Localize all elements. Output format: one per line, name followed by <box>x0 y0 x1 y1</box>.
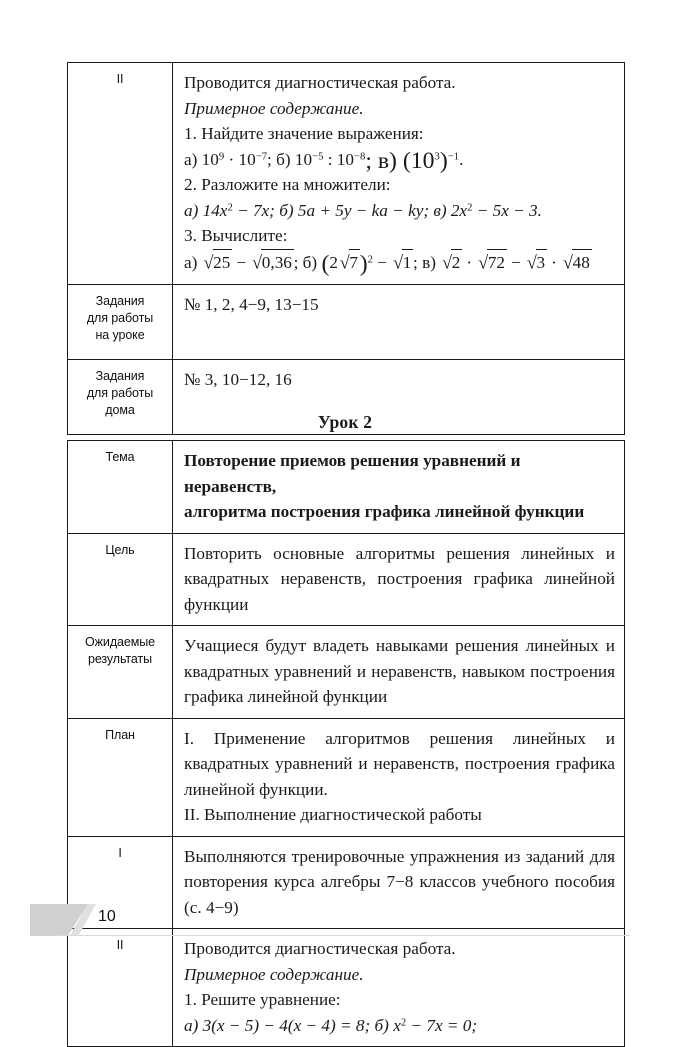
plan-content-cell <box>173 718 625 836</box>
page-title: Урок 2 <box>317 412 373 432</box>
math-token: ( <box>321 250 330 277</box>
content-line-italic: Примерное содержание. <box>184 98 364 118</box>
content-line: 2. Разложите на множители: <box>184 175 391 194</box>
outcomes-content-cell: Учащиеся будут владеть навыками решения линейных и квадратных уравнений и неравенств, навыком построения графика линейной функции <box>173 626 625 719</box>
sqrt-icon <box>561 249 591 276</box>
stage-content-cell <box>173 63 625 285</box>
math-token: ; в) (10 <box>365 147 435 174</box>
math-token: − 7x = 0; <box>406 1015 478 1035</box>
radical-symbol: √ <box>526 252 537 273</box>
radicand: 0,36 <box>261 249 293 276</box>
math-line-equation <box>184 1013 615 1039</box>
math-exponent: −1 <box>447 150 460 162</box>
content-line: № 1, 2, 4−9, 13−15 <box>184 294 319 314</box>
math-token: б) 5a + 5y − ka − ky; <box>279 200 434 220</box>
math-line-factor <box>184 198 615 224</box>
page-footer <box>30 904 630 938</box>
content-line: 1. Найдите значение выражения: <box>184 124 424 143</box>
stage-2-label-cell <box>68 929 173 1047</box>
content-line: II. Выполнение диагностической работы <box>184 805 482 824</box>
radical-symbol: √ <box>339 252 350 273</box>
content-line: № 3, 10−12, 16 <box>184 369 292 389</box>
table-row <box>68 929 625 1047</box>
math-token: а) 10 <box>184 149 219 169</box>
math-token: ; б) 10 <box>267 149 313 169</box>
goal-label: Цель <box>105 542 135 557</box>
table-row <box>68 718 625 836</box>
math-exponent: 9 <box>218 150 225 162</box>
radicand: 48 <box>572 249 591 276</box>
math-token: x <box>393 1015 401 1035</box>
lesson-1-table <box>67 62 625 435</box>
math-token: в) 2x <box>433 200 468 220</box>
math-token: − 7x; <box>232 200 280 220</box>
label-line: результаты <box>88 652 152 666</box>
page-number: 10 <box>98 908 116 925</box>
radical-symbol: √ <box>562 252 573 273</box>
math-token: а) 14x <box>184 200 228 220</box>
table-row <box>68 441 625 534</box>
content-line: алгоритма построения графика линейной функции <box>184 502 585 521</box>
math-exponent: 2 <box>227 201 233 213</box>
radical-symbol: √ <box>441 252 453 273</box>
radical-symbol: √ <box>478 252 489 273</box>
table-row <box>68 63 625 285</box>
radicand: 2 <box>451 249 462 276</box>
classwork-content-cell <box>173 284 625 359</box>
content-line: Проводится диагностическая работа. <box>184 939 456 958</box>
math-exponent: 2 <box>367 253 373 265</box>
math-token: − <box>372 252 392 272</box>
radicand: 1 <box>402 249 413 276</box>
table-row <box>68 533 625 626</box>
content-line: Повторение приемов решения уравнений и неравенств, <box>184 451 521 496</box>
stage-2-content-cell <box>173 929 625 1047</box>
math-token: − 5x − 3. <box>472 200 542 220</box>
math-token: . <box>459 149 464 169</box>
math-token: ) <box>439 147 448 174</box>
sqrt-icon <box>525 249 547 276</box>
stage-label-cell <box>68 63 173 285</box>
math-exponent: −8 <box>353 150 366 162</box>
radicand: 72 <box>487 249 506 276</box>
classwork-label-cell <box>68 284 173 359</box>
label-line: на уроке <box>95 327 145 342</box>
goal-label-cell <box>68 533 173 626</box>
outcomes-label-cell <box>68 626 173 719</box>
radical-symbol: √ <box>252 252 263 273</box>
label-line: для работы <box>86 310 154 325</box>
table-row <box>68 626 625 719</box>
stage-1-label: I <box>118 845 122 860</box>
math-token: 2 <box>329 252 338 272</box>
radicand: 25 <box>213 249 232 276</box>
radicand: 7 <box>349 249 360 276</box>
label-line: Задания <box>95 293 145 308</box>
math-token: − <box>506 252 526 272</box>
lesson-2-table <box>67 440 625 1047</box>
math-token: · <box>462 252 477 272</box>
stage-2-label: II <box>116 938 124 952</box>
sqrt-icon <box>391 249 413 276</box>
content-line: Проводится диагностическая работа. <box>184 73 456 92</box>
content-line: I. Применение алгоритмов решения линейных и квадратных уравнений и неравенств, построения графика линейной функции. <box>184 728 615 799</box>
topic-label: Тема <box>105 450 135 464</box>
goal-content-cell: Повторить основные алгоритмы решения линейных и квадратных неравенств, построения графика линейной функции <box>173 533 625 626</box>
math-token: · 10 <box>224 149 256 169</box>
math-token: : 10 <box>323 149 354 169</box>
math-exponent: 2 <box>400 1016 407 1028</box>
stage-label: II <box>116 72 124 86</box>
label-line: Задания <box>95 368 145 383</box>
radical-symbol: √ <box>203 252 214 273</box>
math-token: − <box>232 252 251 272</box>
label-line: для работы <box>86 385 154 400</box>
math-line-powers <box>184 147 615 173</box>
footer-rule <box>57 935 630 936</box>
math-line-roots <box>184 249 615 276</box>
math-token: ; в) <box>413 252 441 272</box>
math-token: а) <box>184 252 202 272</box>
table-row <box>68 284 625 359</box>
math-exponent: −5 <box>312 150 324 162</box>
math-token: ; б) <box>293 252 322 272</box>
sqrt-icon <box>440 249 462 276</box>
sqrt-icon <box>202 249 232 276</box>
label-line: дома <box>105 402 135 417</box>
topic-label-cell <box>68 441 173 534</box>
math-exponent: 2 <box>467 201 473 213</box>
sqrt-icon <box>476 249 506 276</box>
content-line-italic: Примерное содержание. <box>184 964 364 984</box>
sqrt-icon <box>338 249 360 276</box>
radical-symbol: √ <box>392 252 404 273</box>
math-token: · <box>546 252 562 272</box>
plan-label-cell <box>68 718 173 836</box>
math-exponent: −7 <box>255 150 268 162</box>
content-line: 3. Вычислите: <box>184 226 288 245</box>
stage-1-content-cell: Выполняются тренировочные упражнения из заданий для повторения курса алгебры 7−8 классов учебного пособия (с. 4−9) <box>173 836 625 929</box>
label-line: Ожидаемые <box>85 635 155 649</box>
plan-label: План <box>105 727 135 742</box>
math-token: а) 3(x − 5) − 4(x − 4) = 8; б) <box>184 1015 394 1035</box>
math-token: ) <box>359 250 368 277</box>
topic-content-cell <box>173 441 625 534</box>
math-exponent: 3 <box>434 150 440 162</box>
content-line: 1. Решите уравнение: <box>184 990 341 1009</box>
radicand: 3 <box>536 249 547 276</box>
sqrt-icon <box>250 249 293 276</box>
